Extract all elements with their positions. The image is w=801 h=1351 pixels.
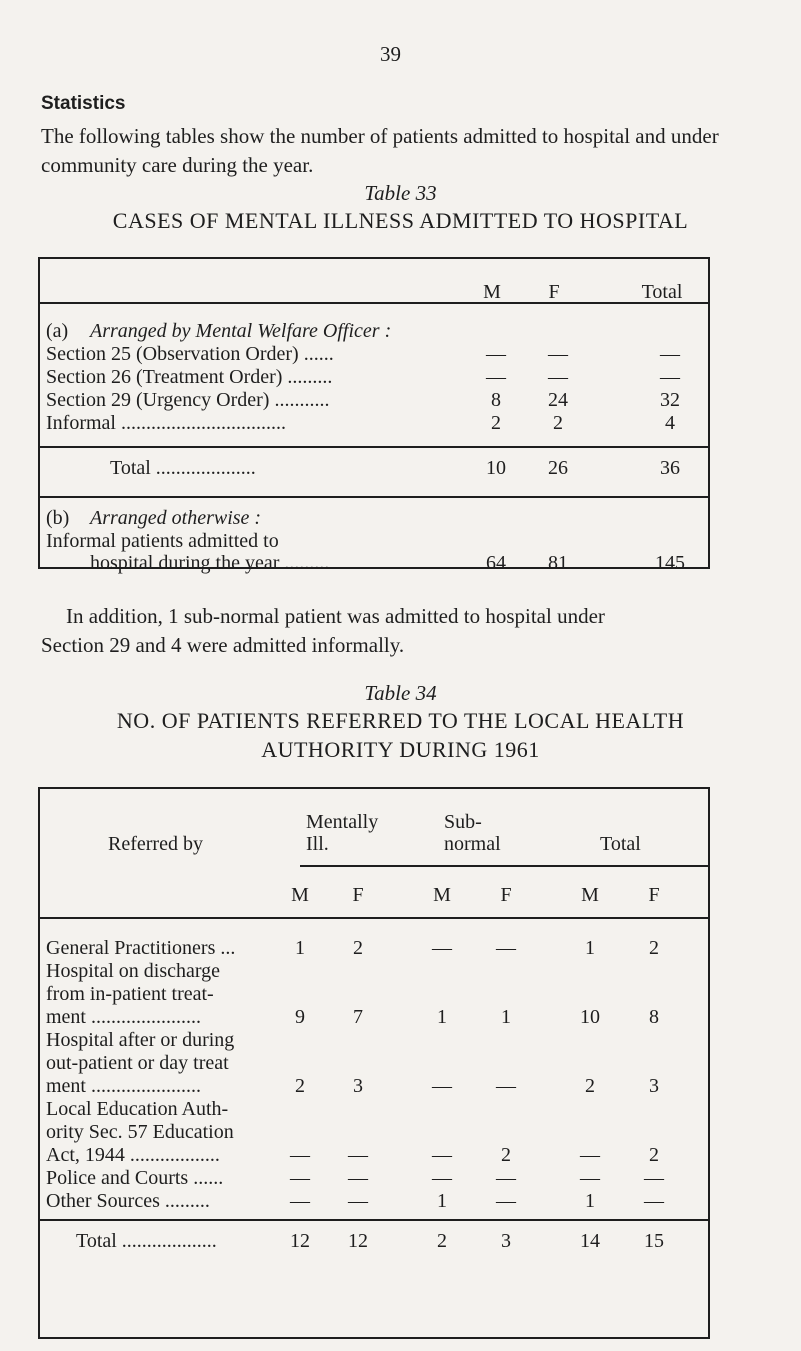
total-total: 36 — [660, 457, 680, 479]
section-a-marker: (a) — [46, 320, 69, 342]
cell-value: 10 — [580, 1006, 600, 1028]
cell-value: — — [432, 1144, 452, 1166]
total-value: 12 — [348, 1230, 368, 1252]
row-label: ority Sec. 57 Education — [46, 1121, 234, 1143]
cell-value: 3 — [649, 1075, 659, 1097]
cell-value: — — [432, 1167, 452, 1189]
cell-value: — — [496, 1190, 516, 1212]
row-label: Police and Courts ...... — [46, 1167, 224, 1189]
cell-value: — — [496, 1167, 516, 1189]
col-header-f: F — [548, 281, 560, 303]
header-ill: Ill. — [306, 833, 329, 855]
cell-f: — — [548, 343, 568, 365]
divider — [40, 1219, 708, 1221]
cell-value: — — [644, 1167, 664, 1189]
cell-m: — — [486, 343, 506, 365]
cell-f: 24 — [548, 389, 568, 411]
col-header-total: Total — [641, 281, 683, 303]
cell-value: 1 — [437, 1006, 447, 1028]
cell-value: 7 — [353, 1006, 363, 1028]
subheader-f: F — [500, 884, 512, 906]
row-label: out-patient or day treat — [46, 1052, 229, 1074]
table-33-title: CASES OF MENTAL ILLNESS ADMITTED TO HOSPITAL — [112, 208, 689, 233]
row-label: from in-patient treat- — [46, 983, 214, 1005]
cell-value: — — [644, 1190, 664, 1212]
divider — [300, 865, 708, 867]
row-label: Hospital after or during — [46, 1029, 235, 1051]
header-mentally: Mentally — [306, 811, 379, 833]
section-b-line1: Informal patients admitted to — [46, 530, 279, 552]
header-total: Total — [600, 833, 641, 855]
divider — [40, 917, 708, 919]
header-referred-by: Referred by — [108, 833, 203, 855]
cell-value: — — [496, 937, 516, 959]
total-value: 14 — [580, 1230, 600, 1252]
cell-value: 9 — [295, 1006, 305, 1028]
cell-m: — — [486, 366, 506, 388]
table-34-title-line-1: NO. OF PATIENTS REFERRED TO THE LOCAL HEALTH — [116, 708, 685, 733]
table-34 — [38, 787, 710, 1339]
cell-m: 8 — [491, 389, 501, 411]
cell-value: — — [348, 1144, 368, 1166]
row-label: ment ...................... — [46, 1075, 201, 1097]
cell-value: 2 — [585, 1075, 595, 1097]
addition-line-2: Section 29 and 4 were admitted informally. — [41, 633, 405, 657]
cell-f: 81 — [548, 552, 568, 574]
cell-value: 2 — [295, 1075, 305, 1097]
subheader-m: M — [433, 884, 451, 906]
header-normal: normal — [444, 833, 501, 855]
cell-value: 2 — [649, 1144, 659, 1166]
cell-total: 32 — [660, 389, 680, 411]
cell-value: — — [580, 1167, 600, 1189]
row-label: Section 26 (Treatment Order) ......... — [46, 366, 333, 388]
cell-total: 4 — [665, 412, 675, 434]
cell-value: 2 — [501, 1144, 511, 1166]
cell-value: — — [348, 1190, 368, 1212]
cell-value: 1 — [585, 1190, 595, 1212]
cell-m: 64 — [486, 552, 506, 574]
subheader-f: F — [352, 884, 364, 906]
intro-paragraph: The following tables show the number of patients admitted to hospital and under community care during the year. — [41, 124, 719, 177]
cell-value: 1 — [501, 1006, 511, 1028]
cell-value: 3 — [353, 1075, 363, 1097]
total-value: 2 — [437, 1230, 447, 1252]
table-34-title-line-2: AUTHORITY DURING 1961 — [261, 737, 540, 762]
row-label: Informal ................................. — [46, 412, 286, 434]
cell-value: 8 — [649, 1006, 659, 1028]
cell-total: — — [660, 343, 680, 365]
cell-value: — — [432, 1075, 452, 1097]
cell-m: 2 — [491, 412, 501, 434]
col-header-m: M — [483, 281, 501, 303]
total-value: 3 — [501, 1230, 511, 1252]
row-label: Other Sources ......... — [46, 1190, 210, 1212]
cell-total: 145 — [655, 552, 685, 574]
table-34-caption: Table 34 — [364, 681, 437, 705]
cell-value: — — [290, 1190, 310, 1212]
total-m: 10 — [486, 457, 506, 479]
cell-f: — — [548, 366, 568, 388]
divider — [40, 302, 708, 304]
cell-value: — — [432, 937, 452, 959]
row-label: Section 29 (Urgency Order) ........... — [46, 389, 330, 411]
row-label: Section 25 (Observation Order) ...... — [46, 343, 334, 365]
cell-value: 2 — [649, 937, 659, 959]
cell-value: — — [580, 1144, 600, 1166]
cell-value: 1 — [437, 1190, 447, 1212]
cell-value: — — [496, 1075, 516, 1097]
subheader-m: M — [581, 884, 599, 906]
table-33 — [38, 257, 710, 574]
divider — [40, 496, 708, 498]
row-label: Local Education Auth- — [46, 1098, 229, 1120]
cell-value: — — [348, 1167, 368, 1189]
total-value: 15 — [644, 1230, 664, 1252]
section-b-marker: (b) — [46, 507, 70, 529]
row-label: General Practitioners ... — [46, 937, 236, 959]
total-label: Total ................... — [76, 1230, 217, 1252]
cell-value: — — [290, 1167, 310, 1189]
addition-line-1: In addition, 1 sub-normal patient was admitted to hospital under — [66, 604, 605, 628]
cell-total: — — [660, 366, 680, 388]
total-label: Total .................... — [110, 457, 256, 479]
total-value: 12 — [290, 1230, 310, 1252]
cell-f: 2 — [553, 412, 563, 434]
cell-value: — — [290, 1144, 310, 1166]
row-label: ment ...................... — [46, 1006, 201, 1028]
section-b-line2: hospital during the year ......... — [90, 552, 330, 574]
total-f: 26 — [548, 457, 568, 479]
cell-value: 1 — [585, 937, 595, 959]
section-a-title: Arranged by Mental Welfare Officer : — [90, 320, 392, 342]
cell-value: 1 — [295, 937, 305, 959]
header-sub: Sub- — [444, 811, 482, 833]
divider — [40, 446, 708, 448]
cell-value: 2 — [353, 937, 363, 959]
subheader-m: M — [291, 884, 309, 906]
row-label: Hospital on discharge — [46, 960, 221, 982]
section-heading: Statistics — [41, 93, 126, 114]
page-number: 39 — [380, 42, 401, 66]
table-33-caption: Table 33 — [364, 181, 437, 205]
row-label: Act, 1944 .................. — [46, 1144, 220, 1166]
section-b-title: Arranged otherwise : — [90, 507, 262, 529]
subheader-f: F — [648, 884, 660, 906]
